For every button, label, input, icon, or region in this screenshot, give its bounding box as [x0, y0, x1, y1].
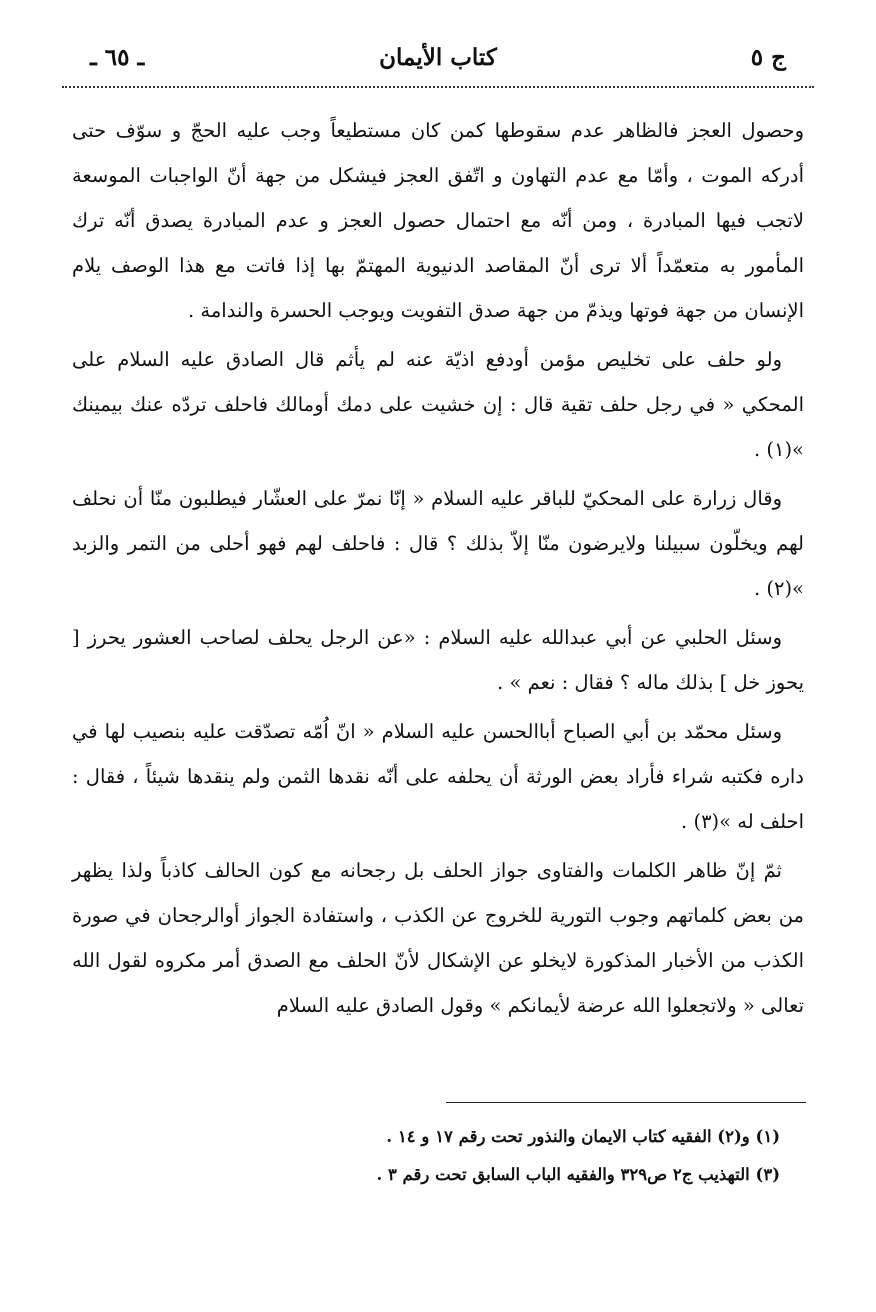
paragraph-1: وحصول العجز فالظاهر عدم سقوطها كمن كان مستطيعاً وجب عليه الحجّ و سوّف حتى أدركه الموت ، وأمّا مع عدم التهاون و اتّفق العجز فيشكل من جهة أنّ الواجبات الموسعة لاتجب فيها المبادرة ، ومن أنّه مع احتمال حصول العجز و عدم المبادرة يصدق أنّه ترك المأمور به متعمّداً ألا ترى أنّ المقاصد الدنيوية المهتمّ بها إذا فاتت مع هذا الوصف يلام الإنسان من جهة فوتها ويذمّ من جهة صدق التفويت ويوجب الحسرة والندامة .: [72, 119, 804, 322]
book-title: كتاب الأيمان: [379, 44, 497, 71]
page-header: [90, 38, 786, 84]
paragraph-6: ثمّ إنّ ظاهر الكلمات والفتاوى جواز الحلف بل رجحانه مع كون الحالف كاذباً ولذا يظهر من بعض كلماتهم وجوب التورية للخروج عن الكذب ، واستفادة الجواز أوالرجحان في صورة الكذب من الأخبار المذكورة لايخلو عن الإشكال لأنّ الحلف مع الصدق أمر مكروه لقول الله تعالى « ولاتجعلوا الله عرضة لأيمانكم » وقول الصادق عليه السلام: [72, 859, 804, 1017]
header-divider: [62, 86, 814, 88]
footnote-1: (١) و(٢) الفقيه كتاب الايمان والنذور تحت رقم ١٧ و ١٤ .: [386, 1127, 780, 1146]
footnote-2: (٣) التهذيب ج٢ ص٣٢٩ والفقيه الباب السابق تحت رقم ٣ .: [376, 1165, 780, 1184]
footnotes: [90, 1118, 780, 1194]
page-number: ـ ٦٥ ـ: [90, 44, 145, 71]
paragraph-5: وسئل محمّد بن أبي الصباح أباالحسن عليه السلام « انّ اُمّه تصدّقت عليه بنصيب لها في داره فكتبه شراء فأراد بعض الورثة أن يحلفه على أنّه نقدها الثمن ولم ينقدها شيئاً ، فقال : احلف له »(٣) .: [72, 720, 804, 833]
paragraph-2: ولو حلف على تخليص مؤمن أودفع اذيّة عنه لم يأثم قال الصادق عليه السلام على المحكي « في رجل حلف تقية قال : إن خشيت على دمك أومالك فاحلف تردّه عنك بيمينك »(١) .: [72, 348, 804, 461]
body-text: [72, 108, 804, 1032]
footnote-divider: [446, 1102, 806, 1103]
paragraph-3: وقال زرارة على المحكيّ للباقر عليه السلام « إنّا نمرّ على العشّار فيطلبون منّا أن نحلف لهم ويخلّون سبيلنا ولايرضون منّا إلاّ بذلك ؟ قال : فاحلف لهم فهو أحلى من التمر والزبد »(٢) .: [72, 487, 804, 600]
volume-number: ج ٥: [750, 44, 786, 71]
paragraph-4: وسئل الحلبي عن أبي عبدالله عليه السلام : «عن الرجل يحلف لصاحب العشور يحرز [ يحوز خل ] بذلك ماله ؟ فقال : نعم » .: [72, 626, 804, 694]
